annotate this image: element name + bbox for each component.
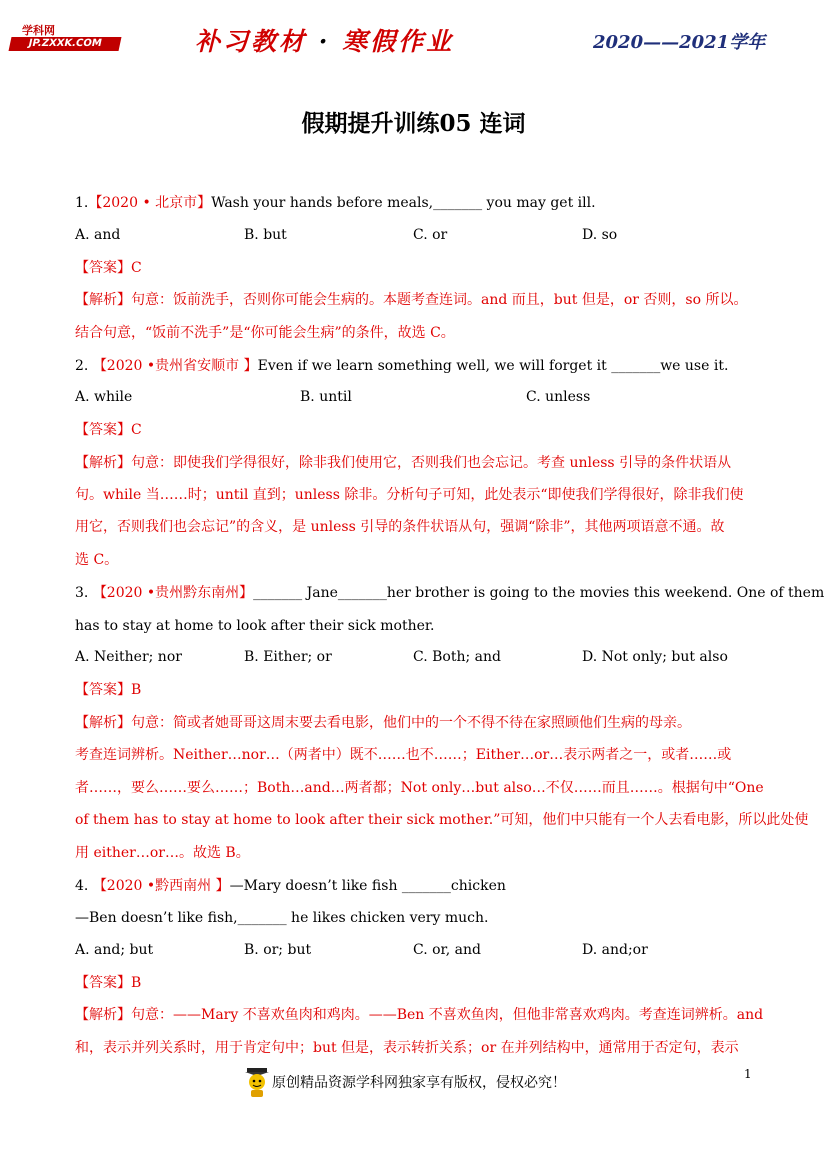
question-2-stem bbox=[75, 357, 728, 375]
mascot-icon bbox=[243, 1066, 271, 1098]
q3-option-a: A. Neither; nor bbox=[75, 649, 182, 665]
question-number: 3. bbox=[75, 585, 89, 601]
question-4-stem-cont: —Ben doesn’t like fish,_______ he likes chicken very much. bbox=[75, 910, 489, 926]
q3-option-b: B. Either; or bbox=[244, 649, 332, 665]
q4-option-b: B. or; but bbox=[244, 942, 312, 958]
question-1-stem bbox=[75, 194, 596, 212]
question-3-stem bbox=[75, 584, 824, 602]
question-source: 【2020 •黔西南州 】 bbox=[92, 878, 230, 894]
q3-analysis-line: 【解析】句意：简或者她哥哥这周末要去看电影，他们中的一个不得不待在家照顾他们生病的母亲。 bbox=[75, 715, 691, 731]
header-title-dot: · bbox=[318, 27, 331, 56]
question-source: 【2020 • 北京市】 bbox=[88, 195, 212, 211]
footer-copyright: 原创精品资源学科网独家享有版权，侵权必究！ bbox=[272, 1075, 566, 1091]
question-text: _______ Jane_______her brother is going to the movies this weekend. One of them bbox=[253, 585, 825, 601]
page-title: 假期提升训练05 连词 bbox=[301, 110, 526, 137]
q1-option-d: D. so bbox=[582, 227, 618, 243]
q3-analysis-line: 用 either…or…。故选 B。 bbox=[75, 845, 250, 861]
q4-option-c: C. or, and bbox=[413, 942, 481, 958]
q1-option-b: B. but bbox=[244, 227, 287, 243]
q2-analysis-line: 句。while 当……时；until 直到；unless 除非。分析句子可知，此处表示“即使我们学得很好，除非我们使 bbox=[75, 487, 744, 503]
q3-analysis-line: 者……，要么……要么……；Both…and…两者都；Not only…but also…不仅……而且……。根据句中“One bbox=[75, 780, 764, 796]
question-source: 【2020 •贵州省安顺市 】 bbox=[92, 358, 258, 374]
q1-analysis-line: 【解析】句意：饭前洗手，否则你可能会生病的。本题考查连词。and 而且，but 但是，or 否则，so 所以。 bbox=[75, 292, 748, 308]
q1-answer: 【答案】C bbox=[75, 260, 142, 276]
header-title bbox=[195, 22, 454, 58]
page-number: 1 bbox=[744, 1067, 752, 1081]
question-source: 【2020 •贵州黔东南州】 bbox=[92, 585, 254, 601]
q4-analysis-line: 和，表示并列关系时，用于肯定句中；but 但是，表示转折关系；or 在并列结构中，通常用于否定句，表示 bbox=[75, 1040, 739, 1056]
q2-analysis-line: 用它，否则我们也会忘记”的含义，是 unless 引导的条件状语从句，强调“除非”，其他两项语意不通。故 bbox=[75, 519, 725, 535]
q3-answer: 【答案】B bbox=[75, 682, 142, 698]
q4-option-d: D. and;or bbox=[582, 942, 648, 958]
q2-option-a: A. while bbox=[75, 389, 133, 405]
question-text: Wash your hands before meals,_______ you may get ill. bbox=[211, 195, 596, 211]
q1-option-c: C. or bbox=[413, 227, 448, 243]
q2-option-c: C. unless bbox=[526, 389, 591, 405]
q4-option-a: A. and; but bbox=[75, 942, 154, 958]
q4-answer: 【答案】B bbox=[75, 975, 142, 991]
q2-analysis-line: 【解析】句意：即使我们学得很好，除非我们使用它，否则我们也会忘记。考查 unless 引导的条件状语从 bbox=[75, 455, 732, 471]
question-3-stem-cont: has to stay at home to look after their sick mother. bbox=[75, 618, 435, 634]
question-4-stem bbox=[75, 877, 506, 895]
q2-answer: 【答案】C bbox=[75, 422, 142, 438]
logo-site-name: 学科网 bbox=[22, 24, 55, 37]
q4-analysis-line: 【解析】句意：——Mary 不喜欢鱼肉和鸡肉。——Ben 不喜欢鱼肉，但他非常喜欢鸡肉。考查连词辨析。and bbox=[75, 1007, 764, 1023]
q1-option-a: A. and bbox=[75, 227, 121, 243]
q3-analysis-line: 考查连词辨析。Neither…nor…（两者中）既不……也不……；Either…or…表示两者之一，或者……或 bbox=[75, 747, 732, 763]
question-text: Even if we learn something well, we will forget it _______we use it. bbox=[257, 358, 729, 374]
q2-option-b: B. until bbox=[300, 389, 352, 405]
q3-option-d: D. Not only; but also bbox=[582, 649, 728, 665]
question-text: —Mary doesn’t like fish _______chicken bbox=[229, 878, 506, 894]
logo-url: JP.ZXXK.COM bbox=[9, 37, 122, 51]
header-title-part2: 寒假作业 bbox=[342, 27, 455, 56]
header-title-part1: 补习教材 bbox=[195, 27, 308, 56]
question-number: 1. bbox=[75, 195, 89, 211]
q1-analysis-line: 结合句意，“饭前不洗手”是“你可能会生病”的条件，故选 C。 bbox=[75, 325, 455, 341]
header-year: 2020——2021学年 bbox=[593, 32, 766, 53]
q2-analysis-line: 选 C。 bbox=[75, 552, 119, 568]
question-number: 2. bbox=[75, 358, 89, 374]
q3-analysis-line: of them has to stay at home to look after their sick mother.”可知，他们中只能有一个人去看电影，所以此处使 bbox=[75, 812, 809, 828]
question-number: 4. bbox=[75, 878, 89, 894]
q3-option-c: C. Both; and bbox=[413, 649, 501, 665]
